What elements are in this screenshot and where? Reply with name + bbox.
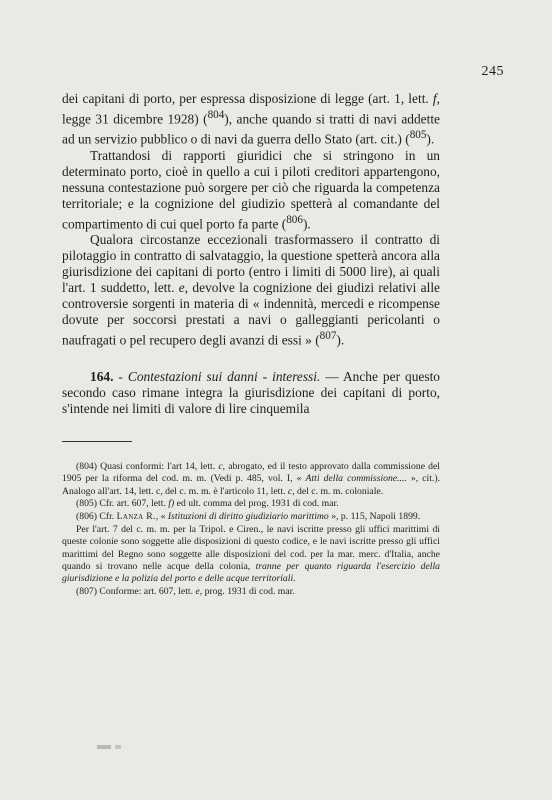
text-run: (807) Conforme: art. 607, lett. xyxy=(76,585,196,597)
text-run: ). xyxy=(336,332,345,348)
page-number: 245 xyxy=(481,64,504,79)
text-run: , « xyxy=(155,511,168,523)
footnote-ref-807[interactable]: 807 xyxy=(319,330,337,343)
text-run-italic: c xyxy=(287,485,293,497)
footnote-ref-806[interactable]: 806 xyxy=(286,213,303,226)
text-run: (804) Quasi conformi: l'art 14, lett. xyxy=(76,461,219,472)
text-run: Per l'art. 7 del c. m. m. per la Tripol. e Ciren., le navi iscritte presso gli uffici marittimi di queste colonie sono soggette alle disposizioni di questo codice, e le navi iscritte presso gli uffici marittimi del Regno sono soggette alle disposizioni del cod. per la mar. merc. d'Italia, anche quando si trovano nelle acque della colonia, xyxy=(62,523,440,572)
text-run: , devolve la cognizione dei giudizi relativi alle controversie sorgenti in materia di « indennità, mercedi e ricompense dovute per soccorsi prestati a navi o galleggianti pericolanti o naufragati o pel recupero degli avanzi di essi » ( xyxy=(62,280,440,348)
text-run-italic: f xyxy=(432,91,437,106)
text-run: dei capitani di porto, per espressa disposizione di legge (art. 1, lett. xyxy=(62,91,433,106)
text-run: , prog. 1931 di cod. mar. xyxy=(199,585,295,597)
text-run: , legge 31 dicembre 1928) ( xyxy=(62,91,440,127)
text-run: (805) Cfr. art. 607, lett. xyxy=(76,498,169,510)
text-run-italic: tranne per quanto riguarda l'esercizio della giurisdizione e la polizia del porto e delle acque territoriali xyxy=(62,560,441,585)
footnote-ref-805[interactable]: 805 xyxy=(409,129,427,142)
text-run: ). xyxy=(426,131,435,147)
text-run: », p. 115, Napoli 1899. xyxy=(328,511,421,523)
text-run-italic: Istituzioni di diritto giudiziario marittimo xyxy=(167,511,329,523)
paragraph-3 xyxy=(62,232,440,348)
footnote-806 xyxy=(62,511,440,523)
text-run-italic: e xyxy=(178,280,185,296)
author-name: Lanza R. xyxy=(116,511,156,523)
print-smudge xyxy=(115,745,121,749)
text-run: ed ult. comma del prog. 1931 di cod. mar. xyxy=(174,498,339,510)
text-run: , del c. m. m. coloniale. xyxy=(292,485,384,497)
text-run: , abrogato, ed il testo approvato dalla commissione del 1905 per la riforma del cod. m. m. (Vedi p. 485, vol. I, « xyxy=(62,461,440,485)
text-run-italic: Atti della commissione.... xyxy=(305,473,407,485)
section-paragraph xyxy=(62,369,440,417)
footnote-807 xyxy=(62,586,440,598)
text-run: », cit.). Analogo all'art. 14, lett. c, del c. m. m. è l'articolo 11, lett. xyxy=(62,473,440,497)
section-title: Contestazioni sui danni - interessi. xyxy=(127,368,321,384)
text-run-italic: c xyxy=(218,461,223,472)
paragraph-1 xyxy=(62,91,440,148)
text-run: Trattandosi di rapporti giuridici che si stringono in un determinato porto, cioè in quello a cui i piloti creditori appartengono, nessuna contestazione può sorgere per ciò che riguarda la competenza territoriale; e la cognizione del giudizio spetterà al comandante del compartimento di cui quel porto fa parte ( xyxy=(62,147,440,232)
footnote-806-continued xyxy=(62,524,440,585)
text-run: - xyxy=(113,368,128,384)
text-run: Qualora circostanze eccezionali trasformassero il contratto di pilotaggio in contratto di salvataggio, la questione spetterà ancora alla giurisdizione dei capitani di porto (entro i limiti di 5000 lire), ai quali l'art. 1 suddetto, lett. xyxy=(62,232,440,296)
footnote-804 xyxy=(62,461,440,498)
text-run: ), anche quando si tratti di navi addette ad un servizio pubblico o di navi da guerra dello Stato (art. cit.) ( xyxy=(62,111,440,147)
section-number: 164. xyxy=(90,368,114,384)
text-run: . xyxy=(293,573,296,585)
print-smudge xyxy=(97,745,111,749)
text-run-italic: f) xyxy=(168,498,175,510)
text-run: ). xyxy=(302,216,311,232)
footnote-separator xyxy=(62,441,132,442)
text-run: — Anche per questo secondo caso rimane integra la giurisdizione dei capitani di porto, s'intende nei limiti di valore di lire cinquemila xyxy=(62,368,440,416)
text-run: (806) Cfr. xyxy=(76,511,117,523)
body-text xyxy=(62,91,440,417)
footnote-ref-804[interactable]: 804 xyxy=(207,109,225,121)
paragraph-2 xyxy=(62,148,440,232)
footnotes xyxy=(62,461,440,598)
footnote-805 xyxy=(62,498,440,510)
text-run-italic: e xyxy=(195,585,200,597)
